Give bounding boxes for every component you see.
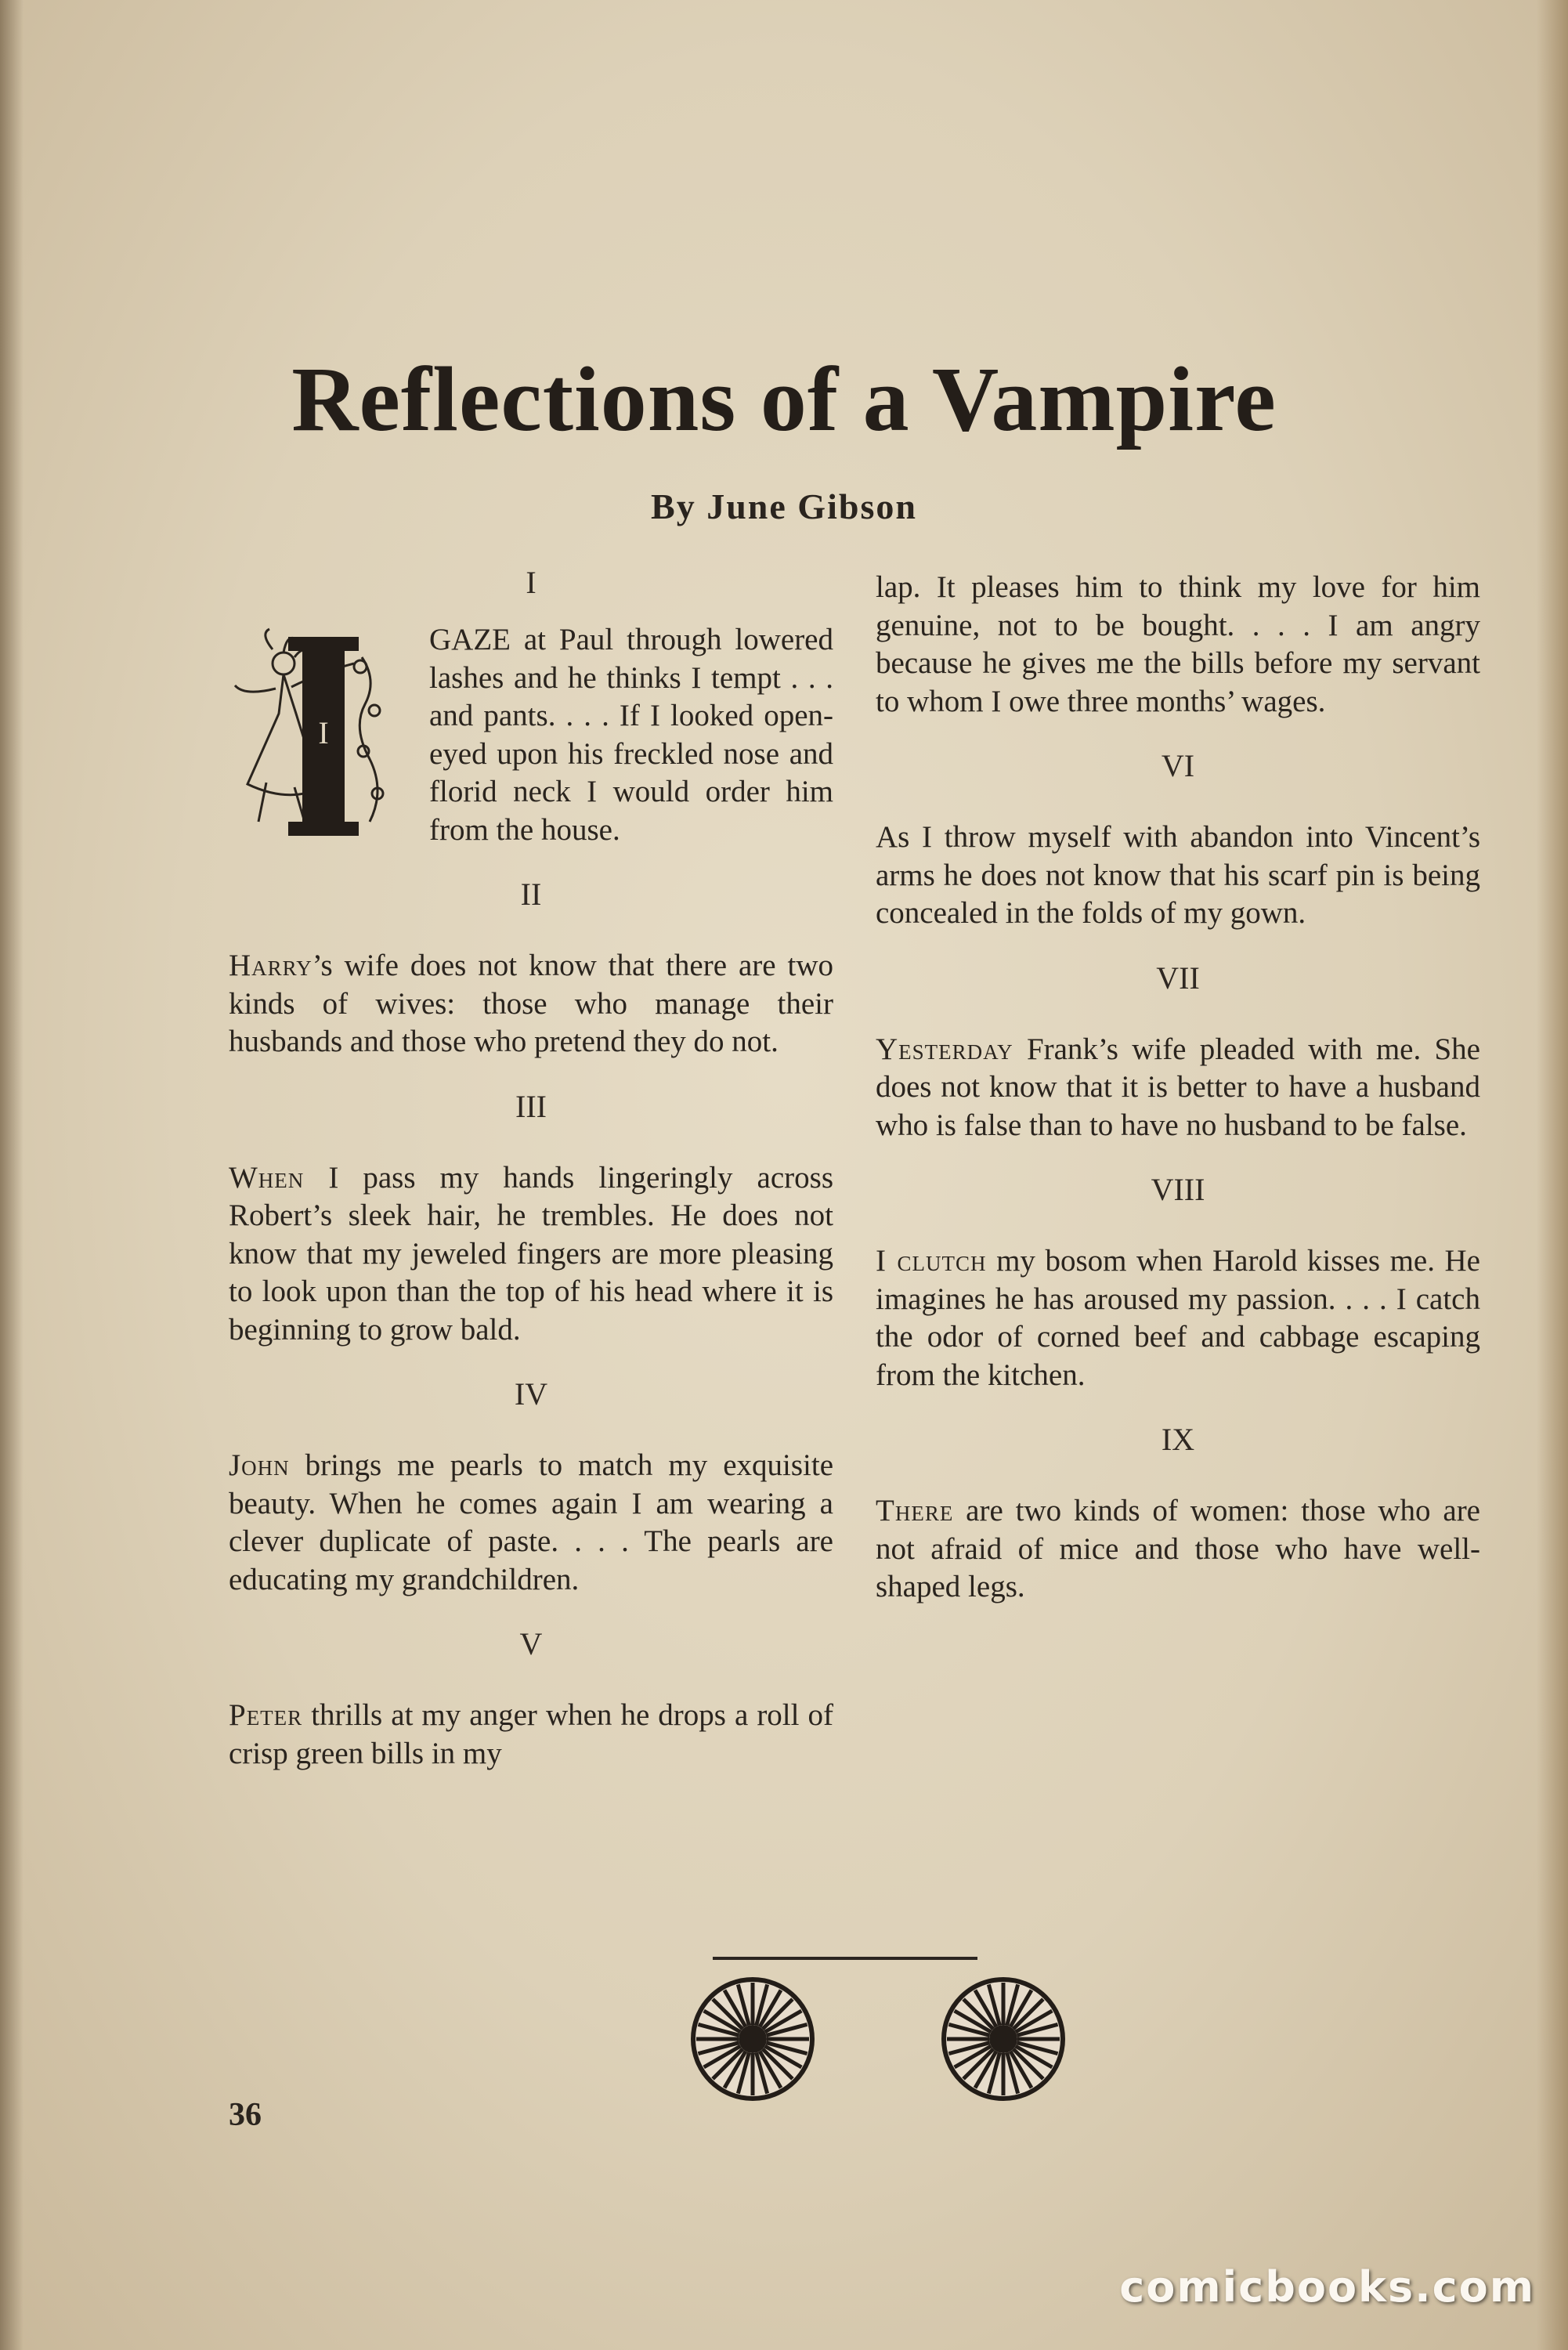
article-byline: By June Gibson xyxy=(651,486,917,526)
section-text-continued: lap. It pleases him to think my love for him genuine, not to be bought. . . . I am angry because he gives me the bills before my servant to whom I owe three months’ wages. xyxy=(876,570,1480,718)
section-text: Yesterday Frank’s wife pleaded with me. She does not know that it is better to have a husband who is false than to have no husband to be false. xyxy=(876,1032,1480,1142)
dancer-illustration-icon xyxy=(229,626,414,842)
section-text: There are two kinds of women: those who are not afraid of mice and those who have well-shaped legs. xyxy=(876,1494,1480,1603)
page-number: 36 xyxy=(229,2097,262,2133)
section-text: As I throw myself with abandon into Vincent’s arms he does not know that his scarf pin is being concealed in the folds of my gown. xyxy=(876,820,1480,930)
left-column xyxy=(229,564,833,1773)
illustrated-dropcap xyxy=(229,626,414,842)
section-text: John brings me pearls to match my exquisite beauty. When he comes again I am wearing a clever duplicate of paste. . . . The pearls are educating my grandchildren. xyxy=(229,1448,833,1596)
rosette-ornament-icon xyxy=(689,1976,816,2102)
article-title: Reflections of a Vampire xyxy=(291,348,1277,450)
section-numeral: III xyxy=(515,1088,547,1124)
section-text: Peter thrills at my anger when he drops a roll of crisp green bills in my xyxy=(229,1698,833,1770)
section-numeral: II xyxy=(520,877,542,912)
section-numeral: V xyxy=(519,1626,543,1661)
dropcap-letter: I xyxy=(318,715,329,750)
right-column xyxy=(876,569,1480,1607)
section-numeral: VI xyxy=(1161,748,1195,783)
section-text: I clutch my bosom when Harold kisses me. He imagines he has aroused my passion. . . . I catch the odor of corned beef and cabbage escaping from the kitchen. xyxy=(876,1244,1480,1392)
section-numeral: I xyxy=(526,565,537,600)
section-numeral: IV xyxy=(514,1376,548,1412)
section-text: GAZE at Paul through lowered lashes and he thinks I tempt . . . and pants. . . . If I looked open-eyed upon his freckled nose and florid neck I would order him from the house. xyxy=(429,623,833,847)
section-text: Harry’s wife does not know that there are two kinds of wives: those who manage their husbands and those who pretend they do not. xyxy=(229,949,833,1058)
site-watermark: comicbooks.com xyxy=(1119,2262,1535,2312)
section-text: When I pass my hands lingeringly across Robert’s sleek hair, he trembles. He does not know that my jeweled fingers are more pleasing to look upon than the top of his head where it is beginning to grow bald. xyxy=(229,1160,833,1347)
ornament-rule xyxy=(713,1957,977,1960)
rosette-ornament-icon xyxy=(940,1976,1067,2102)
section-numeral: IX xyxy=(1161,1422,1195,1457)
section-numeral: VII xyxy=(1156,960,1200,996)
section-numeral: VIII xyxy=(1151,1172,1205,1207)
